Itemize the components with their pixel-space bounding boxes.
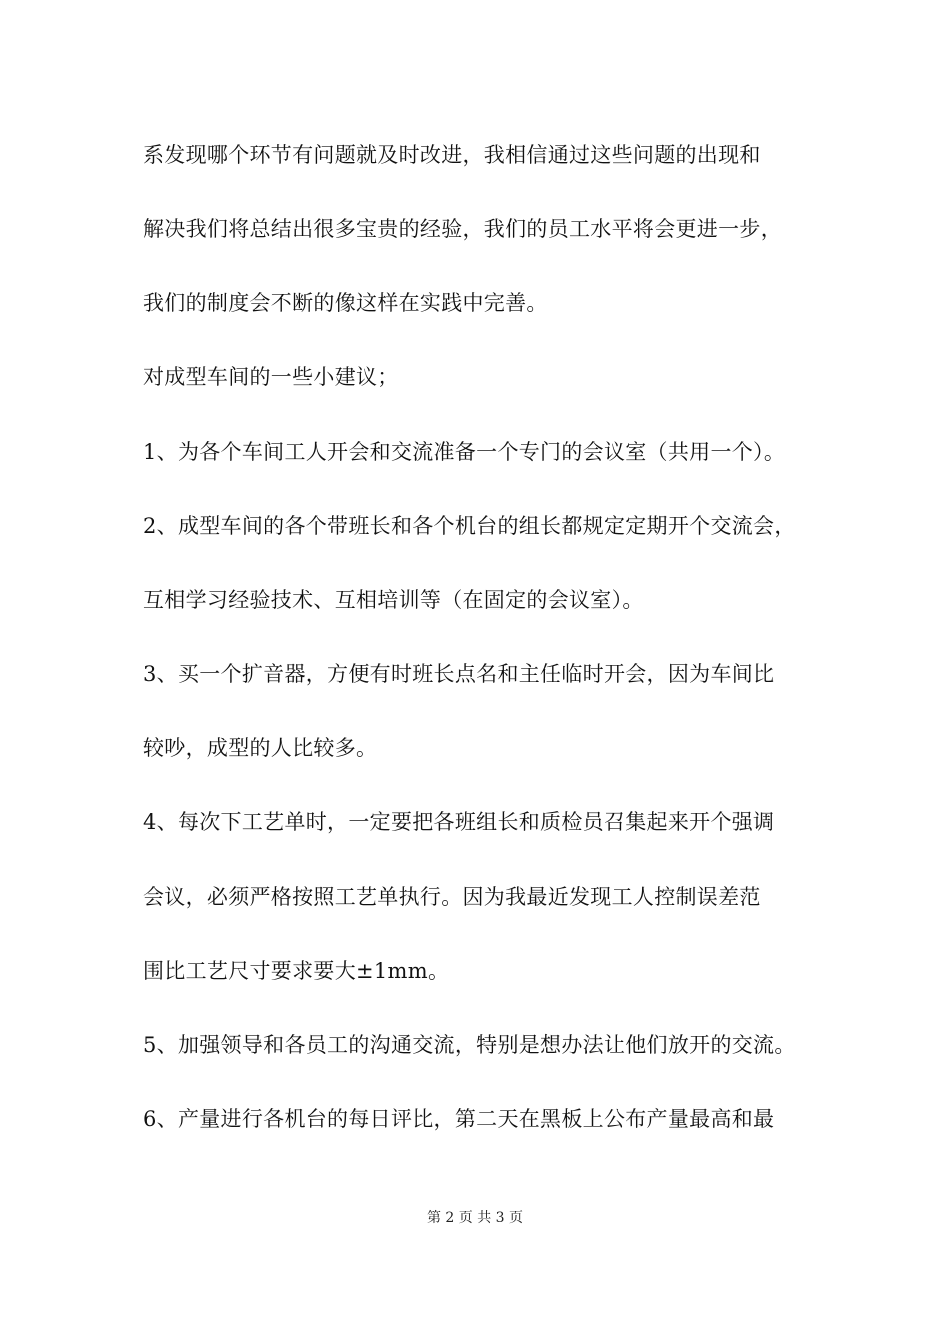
text-line: 互相学习经验技术、互相培训等（在固定的会议室）。 [143,588,644,612]
list-item: 6、产量进行各机台的每日评比，第二天在黑板上公布产量最高和最 [143,1107,775,1131]
list-item: 5、加强领导和各员工的沟通交流，特别是想办法让他们放开的交流。 [143,1033,796,1057]
list-item: 4、每次下工艺单时，一定要把各班组长和质检员召集起来开个强调 [143,810,775,834]
text-line: 会议，必须严格按照工艺单执行。因为我最近发现工人控制误差范 [143,885,761,909]
text-line: 系发现哪个环节有问题就及时改进，我相信通过这些问题的出现和 [143,143,761,167]
list-item: 3、买一个扩音器，方便有时班长点名和主任临时开会，因为车间比 [143,662,775,686]
page-number-footer: 第 2 页 共 3 页 [426,1210,524,1226]
list-item: 2、成型车间的各个带班长和各个机台的组长都规定定期开个交流会， [143,514,796,538]
text-line: 我们的制度会不断的像这样在实践中完善。 [143,291,548,315]
text-line: 对成型车间的一些小建议； [143,365,399,389]
text-line: 解决我们将总结出很多宝贵的经验，我们的员工水平将会更进一步， [143,217,782,241]
text-line: 围比工艺尺寸要求要大±1mm。 [143,959,450,983]
list-item: 1、为各个车间工人开会和交流准备一个专门的会议室（共用一个）。 [143,440,786,464]
text-line: 较吵，成型的人比较多。 [143,736,378,760]
